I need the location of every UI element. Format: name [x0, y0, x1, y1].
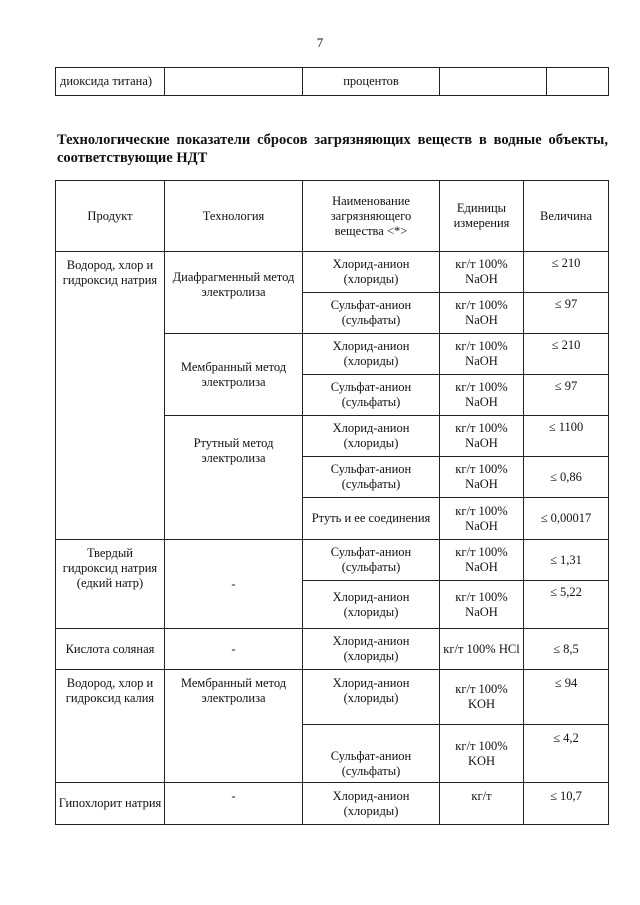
- value-cell: ≤ 10,7: [524, 783, 609, 825]
- table-row: [56, 252, 609, 293]
- units-cell: кг/т 100% NaOH: [440, 498, 524, 540]
- value-cell: ≤ 97: [524, 293, 609, 334]
- technology-cell: Ртутный метод электролиза: [165, 416, 303, 540]
- table-cell: [547, 68, 609, 96]
- header-units: Единицы измерения: [440, 181, 524, 252]
- table-cell: [440, 68, 547, 96]
- units-cell: кг/т 100% NaOH: [440, 375, 524, 416]
- substance-cell: Хлорид-анион (хлориды): [303, 629, 440, 670]
- table-row: [56, 629, 609, 670]
- units-cell: кг/т 100% NaOH: [440, 293, 524, 334]
- units-cell: кг/т 100% NaOH: [440, 416, 524, 457]
- technology-cell: -: [165, 783, 303, 825]
- table-row: [56, 540, 609, 581]
- substance-cell: Хлорид-анион (хлориды): [303, 334, 440, 375]
- value-cell: ≤ 210: [524, 334, 609, 375]
- units-cell: кг/т 100% NaOH: [440, 457, 524, 498]
- units-cell: кг/т 100% NaOH: [440, 252, 524, 293]
- value-cell: ≤ 0,86: [524, 457, 609, 498]
- header-value: Величина: [524, 181, 609, 252]
- table-row: [56, 783, 609, 825]
- value-cell: ≤ 4,2: [524, 725, 609, 783]
- substance-cell: Сульфат-анион (сульфаты): [303, 725, 440, 783]
- value-cell: ≤ 97: [524, 375, 609, 416]
- product-cell: Гипохлорит натрия: [56, 783, 165, 825]
- substance-cell: Хлорид-анион (хлориды): [303, 670, 440, 725]
- units-cell: кг/т: [440, 783, 524, 825]
- technology-cell: Мембранный метод электролиза: [165, 334, 303, 416]
- value-cell: ≤ 1100: [524, 416, 609, 457]
- product-cell: Водород, хлор и гидроксид натрия: [56, 252, 165, 540]
- units-cell: кг/т 100% NaOH: [440, 540, 524, 581]
- value-cell: ≤ 8,5: [524, 629, 609, 670]
- section-heading: Технологические показатели сбросов загрязняющих веществ в водные объекты, соответствующие НДТ: [57, 132, 608, 166]
- technology-cell: -: [165, 540, 303, 629]
- technology-cell: -: [165, 629, 303, 670]
- table-row: [56, 68, 609, 96]
- product-cell: Кислота соляная: [56, 629, 165, 670]
- continuation-table: [55, 67, 609, 96]
- substance-cell: Ртуть и ее соединения: [303, 498, 440, 540]
- substance-cell: Сульфат-анион (сульфаты): [303, 293, 440, 334]
- value-cell: ≤ 0,00017: [524, 498, 609, 540]
- table-cell: диоксида титана): [56, 68, 165, 96]
- discharge-indicators-table: [55, 180, 609, 825]
- header-substance: Наименование загрязняющего вещества <*>: [303, 181, 440, 252]
- product-cell: Водород, хлор и гидроксид калия: [56, 670, 165, 783]
- table-cell: процентов: [303, 68, 440, 96]
- units-cell: кг/т 100% NaOH: [440, 334, 524, 375]
- substance-cell: Сульфат-анион (сульфаты): [303, 375, 440, 416]
- header-technology: Технология: [165, 181, 303, 252]
- value-cell: ≤ 5,22: [524, 581, 609, 629]
- units-cell: кг/т 100% HCl: [440, 629, 524, 670]
- technology-cell: Мембранный метод электролиза: [165, 670, 303, 783]
- substance-cell: Хлорид-анион (хлориды): [303, 783, 440, 825]
- substance-cell: Хлорид-анион (хлориды): [303, 252, 440, 293]
- substance-cell: Сульфат-анион (сульфаты): [303, 540, 440, 581]
- units-cell: кг/т 100% KOH: [440, 670, 524, 725]
- page-number: 7: [316, 35, 324, 50]
- substance-cell: Сульфат-анион (сульфаты): [303, 457, 440, 498]
- table-row: [56, 670, 609, 725]
- units-cell: кг/т 100% NaOH: [440, 581, 524, 629]
- units-cell: кг/т 100% KOH: [440, 725, 524, 783]
- substance-cell: Хлорид-анион (хлориды): [303, 416, 440, 457]
- product-cell: Твердый гидроксид натрия (едкий натр): [56, 540, 165, 629]
- table-header-row: [56, 181, 609, 252]
- value-cell: ≤ 1,31: [524, 540, 609, 581]
- value-cell: ≤ 94: [524, 670, 609, 725]
- substance-cell: Хлорид-анион (хлориды): [303, 581, 440, 629]
- table-cell: [165, 68, 303, 96]
- value-cell: ≤ 210: [524, 252, 609, 293]
- header-product: Продукт: [56, 181, 165, 252]
- technology-cell: Диафрагменный метод электролиза: [165, 252, 303, 334]
